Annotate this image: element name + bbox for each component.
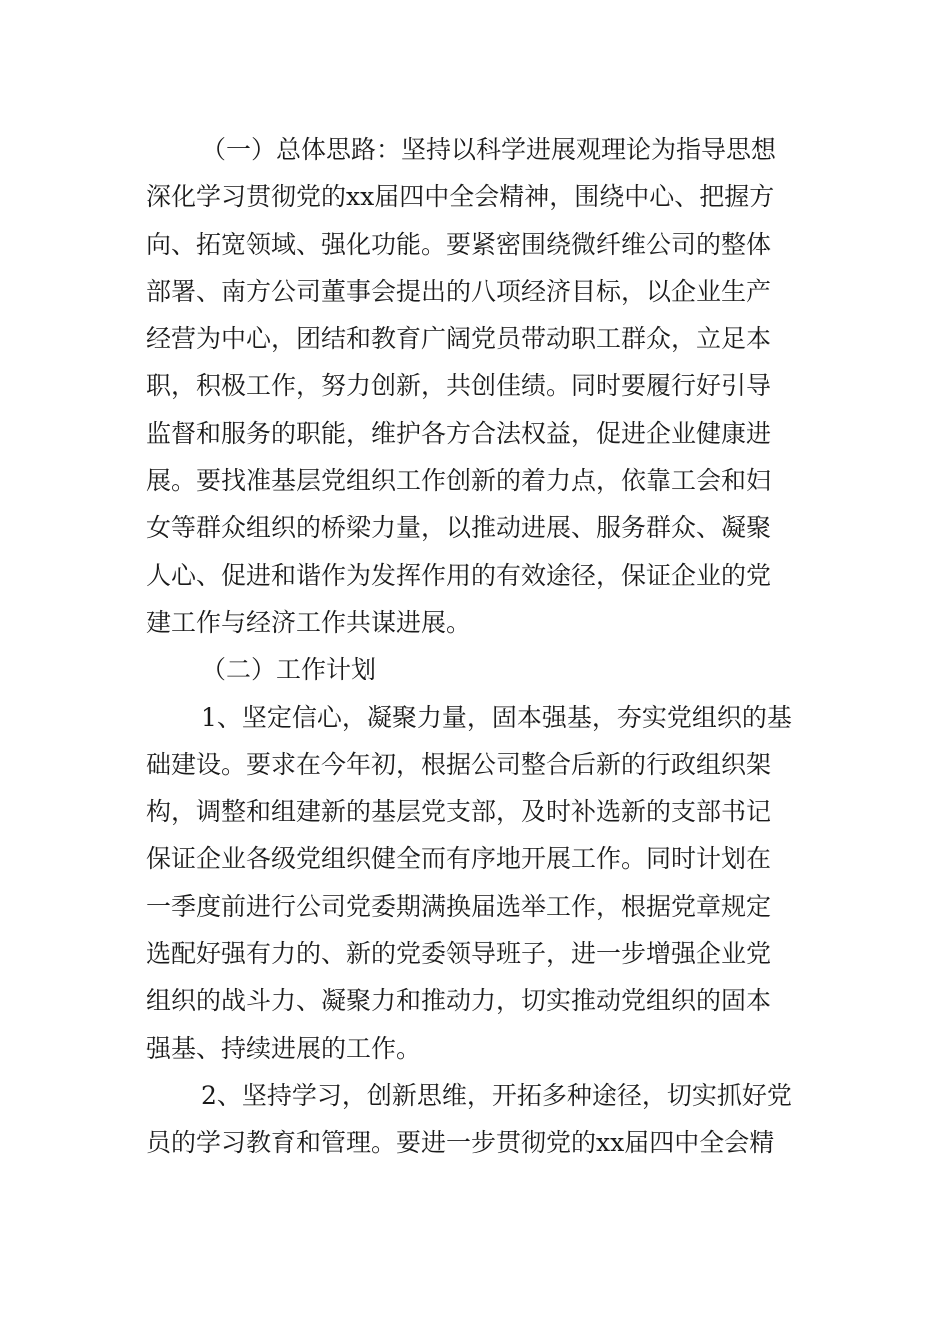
item-1-line-7: 组织的战斗力、凝聚力和推动力，切实推动党组织的固本 (146, 986, 772, 1016)
paragraph-overall-line-8: 展。要找准基层党组织工作创新的着力点，依靠工会和妇 (146, 466, 772, 496)
document-body (146, 126, 806, 1167)
item-1-line-6: 选配好强有力的、新的党委领导班子，进一步增强企业党 (146, 939, 772, 969)
item-1-line-4: 保证企业各级党组织健全而有序地开展工作。同时计划在 (146, 844, 772, 874)
item-1-line-2: 础建设。要求在今年初，根据公司整合后新的行政组织架 (146, 749, 772, 779)
paragraph-overall-line-4: 部署、南方公司董事会提出的八项经济目标，以企业生产 (146, 276, 772, 306)
paragraph-overall-line-5: 经营为中心，团结和教育广阔党员带动职工群众，立足本 (146, 324, 772, 354)
section-heading-work-plan: （二）工作计划 (201, 655, 377, 685)
paragraph-overall-line-3: 向、拓宽领域、强化功能。要紧密围绕微纤维公司的整体 (146, 229, 772, 259)
item-2-line-2: 员的学习教育和管理。要进一步贯彻党的xx届四中全会精 (146, 1128, 775, 1158)
item-1-line-3: 构，调整和组建新的基层党支部，及时补选新的支部书记 (146, 797, 772, 827)
item-1-line-1: 1、坚定信心，凝聚力量，固本强基，夯实党组织的基 (201, 702, 792, 732)
paragraph-overall-line-6: 职，积极工作，努力创新，共创佳绩。同时要履行好引导 (146, 371, 772, 401)
paragraph-overall-line-9: 女等群众组织的桥梁力量，以推动进展、服务群众、凝聚 (146, 513, 772, 543)
item-1-line-5: 一季度前进行公司党委期满换届选举工作，根据党章规定 (146, 891, 772, 921)
item-2-line-1: 2、坚持学习，创新思维，开拓多种途径，切实抓好党 (201, 1080, 792, 1110)
paragraph-overall-line-2: 深化学习贯彻党的xx届四中全会精神，围绕中心、把握方 (146, 182, 775, 212)
paragraph-overall-line-1: （一）总体思路：坚持以科学进展观理论为指导思想 (201, 135, 777, 164)
paragraph-overall-line-11: 建工作与经济工作共谋进展。 (146, 607, 472, 637)
paragraph-overall-line-7: 监督和服务的职能，维护各方合法权益，促进企业健康进 (146, 418, 772, 448)
item-1-line-8: 强基、持续进展的工作。 (146, 1033, 422, 1063)
paragraph-overall-line-10: 人心、促进和谐作为发挥作用的有效途径，保证企业的党 (146, 560, 772, 590)
